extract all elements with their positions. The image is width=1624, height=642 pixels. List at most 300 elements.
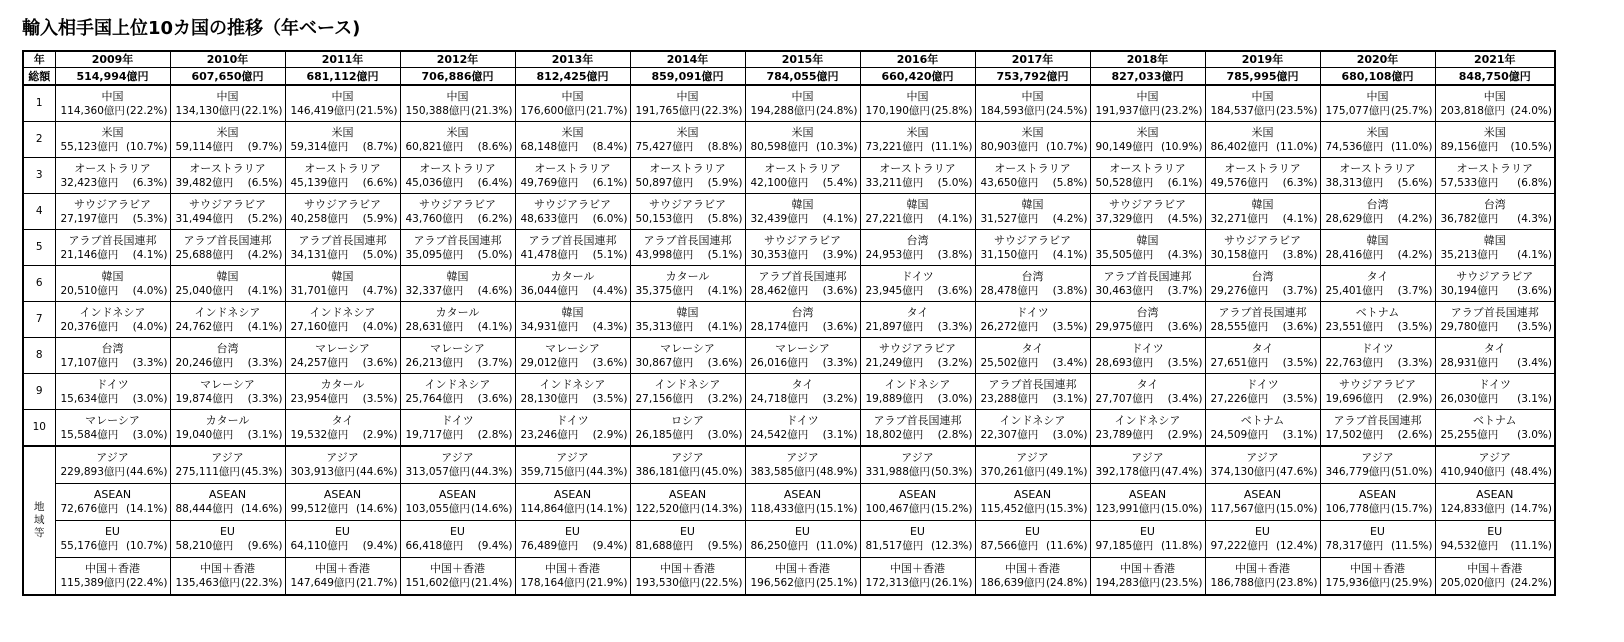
import-amount: 31,150億円 — [980, 248, 1039, 261]
country-name: アラブ首長国連邦 — [988, 377, 1077, 391]
country-name: 韓国 — [906, 197, 929, 211]
import-amount: 25,040億円 — [175, 284, 234, 297]
value-line — [286, 428, 400, 442]
value-line — [56, 502, 170, 516]
import-share: (5.8%) — [707, 212, 743, 225]
value-line — [1436, 576, 1555, 590]
table-cell — [285, 122, 400, 158]
year-header: 2016年 — [860, 51, 975, 68]
value-line — [516, 539, 630, 553]
value-line — [976, 320, 1090, 334]
import-share: (11.0%) — [1275, 140, 1318, 153]
year-header: 2012年 — [400, 51, 515, 68]
import-share: (15.0%) — [1160, 503, 1203, 515]
value-line — [1321, 576, 1435, 590]
table-body — [23, 51, 1555, 595]
import-amount: 35,095億円 — [405, 248, 464, 261]
import-share: (21.4%) — [470, 577, 513, 589]
import-amount: 203,818億円 — [1440, 104, 1505, 117]
country-name: アラブ首長国連邦 — [298, 233, 387, 247]
import-amount: 122,520億円 — [635, 503, 700, 515]
import-share: (4.3%) — [592, 320, 628, 333]
table-cell — [745, 230, 860, 266]
import-share: (3.1%) — [247, 428, 283, 441]
import-share: (2.8%) — [937, 428, 973, 441]
country-name: ロシア — [671, 413, 704, 427]
country-name: 台湾 — [1483, 197, 1506, 211]
table-cell — [745, 158, 860, 194]
year-header: 2017年 — [975, 51, 1090, 68]
table-cell — [745, 122, 860, 158]
table-cell — [1435, 410, 1555, 447]
table-cell — [975, 194, 1090, 230]
table-cell — [860, 410, 975, 447]
country-name: サウジアラビア — [304, 197, 381, 211]
value-line — [286, 356, 400, 370]
value-line — [56, 465, 170, 479]
value-line — [1206, 502, 1320, 516]
value-line — [1206, 176, 1320, 190]
import-amount: 176,600億円 — [520, 104, 585, 117]
table-cell — [400, 374, 515, 410]
region-row — [23, 446, 1555, 484]
rank-label: 1 — [23, 85, 55, 122]
table-cell — [400, 122, 515, 158]
import-amount: 21,249億円 — [865, 356, 924, 369]
import-share: (25.9%) — [1390, 577, 1433, 589]
table-cell — [285, 230, 400, 266]
import-amount: 20,246億円 — [175, 356, 234, 369]
table-cell — [1090, 122, 1205, 158]
import-amount: 41,478億円 — [520, 248, 579, 261]
value-line — [976, 392, 1090, 406]
import-amount: 184,593億円 — [980, 104, 1045, 117]
table-cell — [55, 302, 170, 338]
total-value: 681,112億円 — [285, 68, 400, 86]
country-name: タイ — [1366, 269, 1389, 283]
import-amount: 29,780億円 — [1440, 320, 1499, 333]
import-share: (4.0%) — [362, 320, 398, 333]
import-amount: 19,040億円 — [175, 428, 234, 441]
import-share: (23.8%) — [1275, 577, 1318, 589]
import-amount: 97,185億円 — [1095, 540, 1154, 552]
country-name: ASEAN — [553, 488, 592, 501]
table-cell — [1205, 374, 1320, 410]
country-name: EU — [1024, 525, 1040, 538]
country-name: カタール — [320, 377, 365, 391]
year-header-label: 年 — [23, 51, 55, 68]
import-share: (50.3%) — [930, 466, 973, 478]
value-line — [171, 140, 285, 154]
value-line — [861, 356, 975, 370]
import-amount: 27,197億円 — [60, 212, 119, 225]
value-line — [976, 465, 1090, 479]
country-name: EU — [104, 525, 120, 538]
country-name: アラブ首長国連邦 — [1450, 305, 1539, 319]
import-amount: 86,250億円 — [750, 540, 809, 552]
country-name: インドネシア — [654, 377, 721, 391]
import-share: (14.1%) — [125, 503, 168, 515]
country-name: 米国 — [791, 125, 814, 139]
country-name: インドネシア — [884, 377, 951, 391]
value-line — [861, 212, 975, 226]
value-line — [1091, 428, 1205, 442]
import-share: (5.0%) — [937, 176, 973, 189]
import-amount: 205,020億円 — [1440, 577, 1505, 589]
value-line — [401, 539, 515, 553]
import-amount: 27,156億円 — [635, 392, 694, 405]
value-line — [1091, 576, 1205, 590]
import-amount: 28,693億円 — [1095, 356, 1154, 369]
import-share: (3.3%) — [1397, 356, 1433, 369]
import-amount: 172,313億円 — [865, 577, 930, 589]
country-name: アラブ首長国連邦 — [873, 413, 962, 427]
import-amount: 28,130億円 — [520, 392, 579, 405]
table-cell — [745, 85, 860, 122]
table-cell — [400, 85, 515, 122]
import-share: (3.6%) — [707, 356, 743, 369]
value-line — [746, 502, 860, 516]
import-share: (11.0%) — [815, 540, 858, 552]
import-amount: 24,762億円 — [175, 320, 234, 333]
country-name: EU — [564, 525, 580, 538]
value-line — [861, 104, 975, 118]
import-share: (12.3%) — [930, 540, 973, 552]
country-name: 中国＋香港 — [890, 562, 945, 575]
table-cell — [285, 558, 400, 596]
table-cell — [630, 410, 745, 447]
import-amount: 55,123億円 — [60, 140, 119, 153]
table-cell — [400, 158, 515, 194]
country-name: ドイツ — [556, 413, 589, 427]
import-share: (3.6%) — [477, 392, 513, 405]
country-name: サウジアラビア — [74, 197, 151, 211]
value-line — [1321, 104, 1435, 118]
import-share: (15.2%) — [930, 503, 973, 515]
import-share: (25.8%) — [930, 104, 973, 117]
import-amount: 392,178億円 — [1095, 466, 1160, 478]
table-cell — [515, 410, 630, 447]
table-row — [23, 85, 1555, 122]
table-cell — [630, 374, 745, 410]
total-value: 859,091億円 — [630, 68, 745, 86]
import-amount: 229,893億円 — [60, 466, 125, 478]
country-name: アラブ首長国連邦 — [1103, 269, 1192, 283]
value-line — [1436, 539, 1555, 553]
import-share: (9.4%) — [477, 540, 513, 552]
import-amount: 58,210億円 — [175, 540, 234, 552]
table-cell — [1205, 558, 1320, 596]
table-cell — [515, 338, 630, 374]
import-share: (3.3%) — [247, 392, 283, 405]
country-name: EU — [449, 525, 465, 538]
table-row — [23, 266, 1555, 302]
table-cell — [515, 484, 630, 521]
country-name: アジア — [441, 451, 474, 464]
country-name: マレーシア — [85, 413, 140, 427]
table-cell — [1205, 302, 1320, 338]
import-amount: 33,211億円 — [865, 176, 924, 189]
import-amount: 346,779億円 — [1325, 466, 1390, 478]
table-cell — [1090, 410, 1205, 447]
value-line — [286, 502, 400, 516]
table-cell — [745, 266, 860, 302]
value-line — [631, 320, 745, 334]
country-name: カタール — [205, 413, 250, 427]
import-share: (3.2%) — [937, 356, 973, 369]
value-line — [1206, 392, 1320, 406]
import-share: (2.9%) — [592, 428, 628, 441]
import-amount: 87,566億円 — [980, 540, 1039, 552]
import-share: (6.8%) — [1517, 176, 1552, 189]
value-line — [631, 284, 745, 298]
import-share: (4.2%) — [247, 248, 283, 261]
header-row — [23, 51, 1555, 68]
import-amount: 73,221億円 — [865, 140, 924, 153]
import-amount: 80,598億円 — [750, 140, 809, 153]
value-line — [286, 576, 400, 590]
country-name: 韓国 — [446, 269, 469, 283]
region-row — [23, 484, 1555, 521]
value-line — [286, 539, 400, 553]
import-share: (6.4%) — [477, 176, 513, 189]
import-amount: 175,936億円 — [1325, 577, 1390, 589]
value-line — [976, 140, 1090, 154]
import-amount: 25,502億円 — [980, 356, 1039, 369]
value-line — [631, 576, 745, 590]
rank-label: 9 — [23, 374, 55, 410]
import-share: (24.0%) — [1510, 104, 1552, 117]
table-cell — [55, 122, 170, 158]
import-amount: 28,416億円 — [1325, 248, 1384, 261]
import-share: (3.3%) — [132, 356, 168, 369]
import-amount: 43,760億円 — [405, 212, 464, 225]
region-row — [23, 558, 1555, 596]
import-share: (5.9%) — [707, 176, 743, 189]
country-name: オーストラリア — [1224, 161, 1301, 175]
value-line — [1091, 465, 1205, 479]
import-amount: 38,313億円 — [1325, 176, 1384, 189]
value-line — [516, 356, 630, 370]
value-line — [171, 502, 285, 516]
value-line — [1206, 212, 1320, 226]
total-value: 812,425億円 — [515, 68, 630, 86]
import-share: (3.2%) — [707, 392, 743, 405]
value-line — [171, 465, 285, 479]
value-line — [1321, 320, 1435, 334]
table-cell — [55, 158, 170, 194]
import-share: (3.8%) — [1282, 248, 1318, 261]
value-line — [286, 212, 400, 226]
value-line — [976, 576, 1090, 590]
value-line — [1206, 539, 1320, 553]
import-share: (14.1%) — [585, 503, 628, 515]
value-line — [401, 576, 515, 590]
table-cell — [170, 85, 285, 122]
import-amount: 31,527億円 — [980, 212, 1039, 225]
table-cell — [745, 338, 860, 374]
import-amount: 170,190億円 — [865, 104, 930, 117]
import-amount: 17,107億円 — [60, 356, 119, 369]
table-cell — [630, 194, 745, 230]
table-cell — [285, 266, 400, 302]
table-cell — [515, 230, 630, 266]
import-amount: 106,778億円 — [1325, 503, 1390, 515]
import-share: (4.6%) — [477, 284, 513, 297]
table-cell — [515, 558, 630, 596]
import-share: (15.7%) — [1390, 503, 1433, 515]
import-amount: 100,467億円 — [865, 503, 930, 515]
country-name: 中国 — [791, 89, 814, 103]
table-cell — [55, 446, 170, 484]
import-amount: 21,897億円 — [865, 320, 924, 333]
value-line — [401, 176, 515, 190]
country-name: EU — [1487, 525, 1503, 538]
import-amount: 26,016億円 — [750, 356, 809, 369]
country-name: インドネシア — [539, 377, 606, 391]
import-share: (4.1%) — [477, 320, 513, 333]
table-cell — [55, 230, 170, 266]
country-name: EU — [1369, 525, 1385, 538]
import-share: (24.2%) — [1510, 577, 1552, 589]
value-line — [56, 356, 170, 370]
table-cell — [630, 484, 745, 521]
import-share: (5.4%) — [822, 176, 858, 189]
country-name: ドイツ — [96, 377, 129, 391]
country-name: 米国 — [906, 125, 929, 139]
value-line — [1321, 465, 1435, 479]
import-amount: 17,502億円 — [1325, 428, 1384, 441]
table-cell — [1090, 302, 1205, 338]
country-name: マレーシア — [430, 341, 485, 355]
import-share: (8.6%) — [477, 140, 513, 153]
table-cell — [1320, 85, 1435, 122]
country-name: 中国 — [676, 89, 699, 103]
table-cell — [285, 410, 400, 447]
value-line — [286, 104, 400, 118]
country-name: サウジアラビア — [649, 197, 726, 211]
import-share: (23.2%) — [1160, 104, 1203, 117]
table-cell — [860, 521, 975, 558]
value-line — [1206, 356, 1320, 370]
import-share: (5.0%) — [477, 248, 513, 261]
table-cell — [860, 446, 975, 484]
import-share: (45.0%) — [700, 466, 743, 478]
import-share: (8.8%) — [707, 140, 743, 153]
import-share: (3.9%) — [822, 248, 858, 261]
import-share: (24.8%) — [815, 104, 858, 117]
import-share: (14.7%) — [1510, 503, 1552, 515]
table-cell — [745, 484, 860, 521]
import-amount: 27,651億円 — [1210, 356, 1269, 369]
value-line — [861, 576, 975, 590]
table-cell — [1320, 194, 1435, 230]
value-line — [746, 320, 860, 334]
import-amount: 178,164億円 — [520, 577, 585, 589]
value-line — [976, 248, 1090, 262]
value-line — [401, 502, 515, 516]
country-name: 中国 — [561, 89, 584, 103]
rank-label: 3 — [23, 158, 55, 194]
import-amount: 27,160億円 — [290, 320, 349, 333]
import-share: (3.6%) — [937, 284, 973, 297]
value-line — [401, 104, 515, 118]
import-share: (22.4%) — [125, 577, 168, 589]
value-line — [631, 212, 745, 226]
import-amount: 29,975億円 — [1095, 320, 1154, 333]
value-line — [746, 539, 860, 553]
import-share: (4.3%) — [1167, 248, 1203, 261]
import-share: (15.3%) — [1045, 503, 1088, 515]
table-cell — [1090, 194, 1205, 230]
country-name: アジア — [326, 451, 359, 464]
country-name: 中国＋香港 — [315, 562, 370, 575]
import-share: (6.1%) — [1167, 176, 1203, 189]
import-share: (9.6%) — [247, 540, 283, 552]
value-line — [1091, 539, 1205, 553]
import-amount: 20,376億円 — [60, 320, 119, 333]
import-share: (5.8%) — [1052, 176, 1088, 189]
country-name: 台湾 — [906, 233, 929, 247]
import-share: (14.6%) — [240, 503, 283, 515]
table-cell — [630, 158, 745, 194]
value-line — [516, 320, 630, 334]
region-row — [23, 521, 1555, 558]
value-line — [171, 392, 285, 406]
country-name: タイ — [1021, 341, 1044, 355]
table-cell — [400, 194, 515, 230]
value-line — [976, 356, 1090, 370]
value-line — [976, 502, 1090, 516]
import-amount: 32,423億円 — [60, 176, 119, 189]
import-amount: 49,769億円 — [520, 176, 579, 189]
value-line — [1436, 356, 1555, 370]
import-share: (3.1%) — [1052, 392, 1088, 405]
value-line — [861, 428, 975, 442]
import-amount: 66,418億円 — [405, 540, 464, 552]
import-share: (3.0%) — [1052, 428, 1088, 441]
import-share: (4.2%) — [1397, 212, 1433, 225]
value-line — [516, 212, 630, 226]
country-name: 中国＋香港 — [660, 562, 715, 575]
import-amount: 43,998億円 — [635, 248, 694, 261]
import-amount: 27,226億円 — [1210, 392, 1269, 405]
value-line — [171, 356, 285, 370]
import-amount: 39,482億円 — [175, 176, 234, 189]
value-line — [631, 539, 745, 553]
import-amount: 23,789億円 — [1095, 428, 1154, 441]
import-share: (47.4%) — [1160, 466, 1203, 478]
country-name: ドイツ — [901, 269, 934, 283]
value-line — [861, 140, 975, 154]
country-name: 米国 — [1136, 125, 1159, 139]
value-line — [286, 284, 400, 298]
import-share: (4.1%) — [132, 248, 168, 261]
value-line — [1321, 140, 1435, 154]
table-row — [23, 338, 1555, 374]
import-amount: 20,510億円 — [60, 284, 119, 297]
country-name: マレーシア — [315, 341, 370, 355]
year-header: 2009年 — [55, 51, 170, 68]
value-line — [976, 428, 1090, 442]
country-name: ドイツ — [786, 413, 819, 427]
year-header: 2021年 — [1435, 51, 1555, 68]
total-value: 680,108億円 — [1320, 68, 1435, 86]
value-line — [1091, 248, 1205, 262]
import-amount: 55,176億円 — [60, 540, 119, 552]
value-line — [861, 284, 975, 298]
country-name: 中国 — [1251, 89, 1274, 103]
